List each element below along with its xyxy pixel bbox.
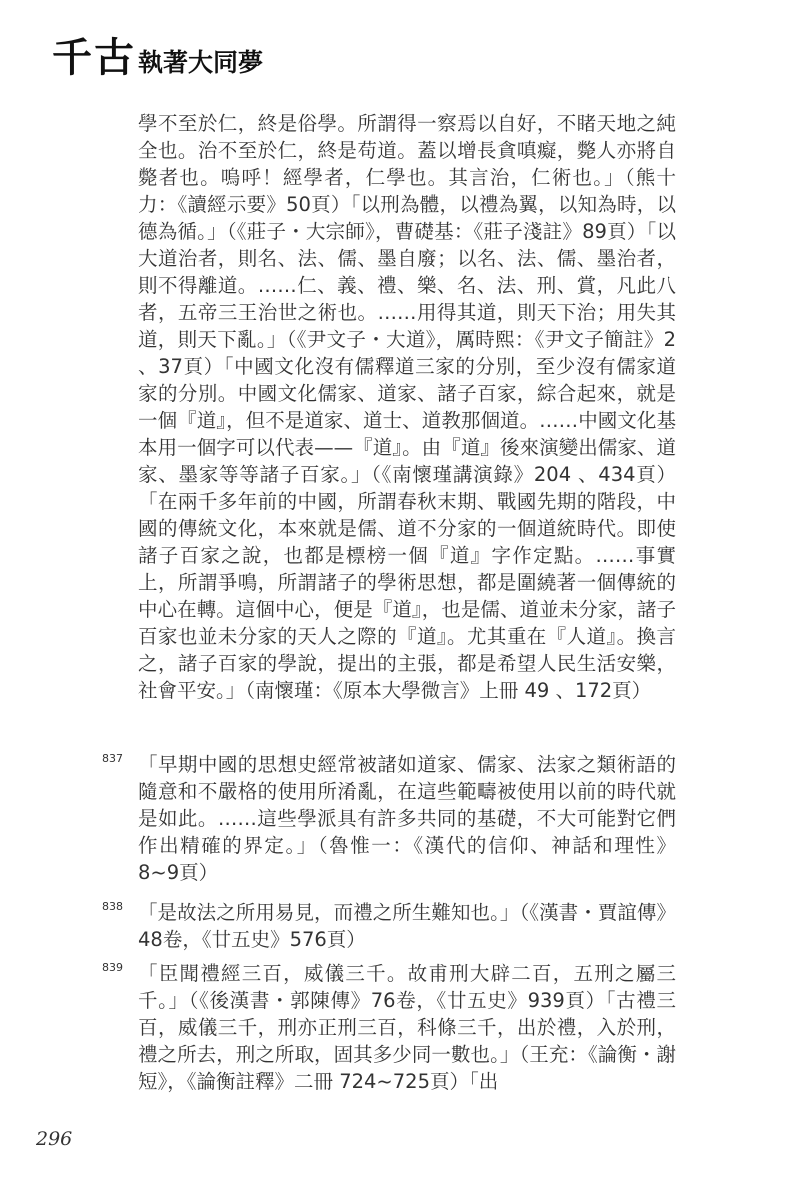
- footnote-838: [102, 899, 676, 953]
- header-title-large: 千古: [52, 34, 136, 81]
- footnote-text: 「臣聞禮經三百，威儀三千。故甫刑大辟二百，五刑之屬三千。」（《後漢書・郭陳傳》76卷，《廿五史》939頁）「古禮三百，威儀三千，刑亦正刑三百，科條三千，出於禮，入於刑，禮之所去，刑之所取，固其多少同一數也。」（王充：《論衡・謝短》，《論衡註釋》二冊 724~725頁）「出: [138, 962, 676, 1093]
- footnote-text: 「是故法之所用易見，而禮之所生難知也。」（《漢書・賈誼傳》48卷，《廿五史》576頁）: [138, 901, 676, 951]
- footnote-837: [102, 751, 676, 886]
- footnote-text: 「早期中國的思想史經常被諸如道家、儒家、法家之類術語的隨意和不嚴格的使用所淆亂，在這些範疇被使用以前的時代就是如此。……這些學派具有許多共同的基礎，不大可能對它們作出精確的界定。」（魯惟一：《漢代的信仰、神話和理性》8~9頁）: [138, 753, 676, 884]
- footnote-number: 839: [102, 961, 123, 974]
- footnote-number: 838: [102, 900, 123, 913]
- main-text: 學不至於仁，終是俗學。所謂得一察焉以自好，不睹天地之純全也。治不至於仁，終是苟道。蓋以增長貪嗔癡，斃人亦將自斃者也。嗚呼！經學者，仁學也。其言治，仁術也。」（熊十力：《讀經示要》50頁）「以刑為體，以禮為翼，以知為時，以德為循。」（《莊子・大宗師》，曹礎基：《莊子淺註》89頁）「以大道治者，則名、法、儒、墨自廢；以名、法、儒、墨治者，則不得離道。……仁、義、禮、樂、名、法、刑、賞，凡此八者，五帝三王治世之術也。……用得其道，則天下治；用失其道，則天下亂。」（《尹文子・大道》，厲時熙：《尹文子簡註》2 、37頁）「中國文化沒有儒釋道三家的分別，至少沒有儒家道家的分別。中國文化儒家、道家、諸子百家，綜合起來，就是一個『道』，但不是道家、道士、道教那個道。……中國文化基本用一個字可以代表——『道』。由『道』後來演變出儒家、道家、墨家等等諸子百家。」（《南懷瑾講演錄》204 、434頁）「在兩千多年前的中國，所謂春秋末期、戰國先期的階段，中國的傳統文化，本來就是儒、道不分家的一個道統時代。即使諸子百家之說，也都是標榜一個『道』字作定點。……事實上，所謂爭鳴，所謂諸子的學術思想，都是圍繞著一個傳統的中心在轉。這個中心，便是『道』，也是儒、道並未分家，諸子百家也並未分家的天人之際的『道』。尤其重在『人道』。換言之，諸子百家的學說，提出的主張，都是希望人民生活安樂，社會平安。」（南懷瑾：《原本大學微言》上冊 49 、172頁）: [138, 112, 676, 702]
- footnote-839: [102, 960, 676, 1095]
- page-number: 296: [36, 1128, 73, 1150]
- running-header: [52, 26, 263, 86]
- footnote-number: 837: [102, 752, 123, 765]
- header-title-small: 執著大同夢: [138, 48, 264, 77]
